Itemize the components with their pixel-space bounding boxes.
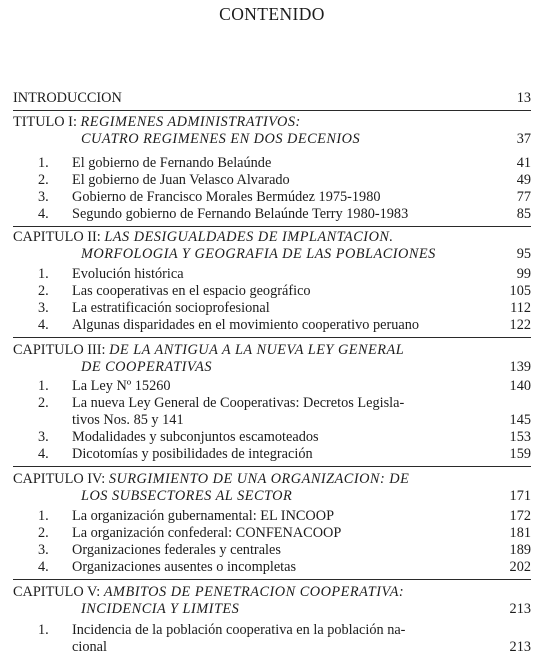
item-page: 77 <box>516 189 531 205</box>
item-page: 159 <box>509 446 531 462</box>
section-heading-continued: MORFOLOGIA Y GEOGRAFIA DE LAS POBLACIONES <box>81 246 436 262</box>
item-text: Dicotomías y posibilidades de integración <box>72 446 313 462</box>
item-text: La Ley Nº 15260 <box>72 378 171 394</box>
section-heading: AMBITOS DE PENETRACION COOPERATIVA: <box>103 584 405 600</box>
item-number: 1. <box>38 508 49 524</box>
page-title: CONTENIDO <box>219 4 325 24</box>
item-page: 181 <box>509 525 531 541</box>
item-text: La organización gubernamental: EL INCOOP <box>72 508 335 524</box>
section-prefix: CAPITULO IV: <box>13 471 109 487</box>
item-number: 1. <box>38 155 49 171</box>
section-prefix: CAPITULO II: <box>13 229 105 245</box>
item-text: El gobierno de Fernando Belaúnde <box>72 155 272 171</box>
item-number: 2. <box>38 172 49 188</box>
item-text: Segundo gobierno de Fernando Belaúnde Terry 1980-1983 <box>72 206 409 222</box>
item-number: 3. <box>38 300 49 316</box>
separator-line <box>13 226 531 227</box>
item-text: La nueva Ley General de Cooperativas: Decretos Legisla- <box>72 395 405 411</box>
section-heading: REGIMENES ADMINISTRATIVOS: <box>80 114 301 130</box>
section-page: 37 <box>516 131 531 147</box>
item-text: El gobierno de Juan Velasco Alvarado <box>72 172 290 188</box>
section-prefix: CAPITULO III: <box>13 342 110 358</box>
item-page: 202 <box>509 559 531 575</box>
item-number: 4. <box>38 206 49 222</box>
item-number: 1. <box>38 622 49 638</box>
section-heading: LAS DESIGUALDADES DE IMPLANTACION. <box>104 229 394 245</box>
section-heading: DE LA ANTIGUA A LA NUEVA LEY GENERAL <box>109 342 405 358</box>
item-text: La organización confederal: CONFENACOOP <box>72 525 342 541</box>
section-heading-continued: CUATRO REGIMENES EN DOS DECENIOS <box>81 131 361 147</box>
item-text-continued: cional <box>72 639 107 655</box>
item-page: 112 <box>510 300 531 316</box>
item-text: Organizaciones federales y centrales <box>72 542 281 558</box>
section-heading-continued: DE COOPERATIVAS <box>81 359 212 375</box>
section-prefix: CAPITULO V: <box>13 584 104 600</box>
section-prefix: TITULO I: <box>13 114 81 130</box>
item-number: 4. <box>38 446 49 462</box>
item-number: 2. <box>38 525 49 541</box>
item-page: 41 <box>516 155 531 171</box>
item-text-continued: tivos Nos. 85 y 141 <box>72 412 184 428</box>
separator-line <box>13 466 531 467</box>
item-number: 1. <box>38 266 49 282</box>
item-text: Evolución histórica <box>72 266 184 282</box>
item-text: Gobierno de Francisco Morales Bermúdez 1975-1980 <box>72 189 381 205</box>
item-number: 4. <box>38 559 49 575</box>
item-page: 85 <box>516 206 531 222</box>
item-text: Las cooperativas en el espacio geográfico <box>72 283 311 299</box>
item-number: 1. <box>38 378 49 394</box>
item-number: 2. <box>38 283 49 299</box>
item-page: 145 <box>509 412 531 428</box>
separator-line <box>13 579 531 580</box>
item-number: 3. <box>38 429 49 445</box>
section-heading-continued: INCIDENCIA Y LIMITES <box>81 601 240 617</box>
section-page: 171 <box>509 488 531 504</box>
item-number: 3. <box>38 542 49 558</box>
separator-line <box>13 110 531 111</box>
section-page: 213 <box>509 601 531 617</box>
separator-line <box>13 337 531 338</box>
item-page: 172 <box>509 508 531 524</box>
item-text: La estratificación socioprofesional <box>72 300 270 316</box>
item-number: 4. <box>38 317 49 333</box>
item-page: 49 <box>516 172 531 188</box>
item-page: 140 <box>509 378 531 394</box>
item-page: 189 <box>509 542 531 558</box>
item-page: 153 <box>509 429 531 445</box>
item-page: 213 <box>509 639 531 655</box>
section-page: 95 <box>516 246 531 262</box>
item-page: 105 <box>509 283 531 299</box>
item-text: Organizaciones ausentes o incompletas <box>72 559 297 575</box>
item-text: Incidencia de la población cooperativa en la población na- <box>72 622 406 638</box>
item-page: 122 <box>509 317 531 333</box>
item-number: 3. <box>38 189 49 205</box>
section-heading-continued: LOS SUBSECTORES AL SECTOR <box>81 488 293 504</box>
item-page: 99 <box>516 266 531 282</box>
section-heading: SURGIMIENTO DE UNA ORGANIZACION: DE <box>108 471 410 487</box>
item-text: Modalidades y subconjuntos escamoteados <box>72 429 319 445</box>
section-page: 139 <box>509 359 531 375</box>
introduction-page: 13 <box>516 90 531 106</box>
item-text: Algunas disparidades en el movimiento cooperativo peruano <box>72 317 419 333</box>
introduction-label: INTRODUCCION <box>13 90 122 106</box>
item-number: 2. <box>38 395 49 411</box>
